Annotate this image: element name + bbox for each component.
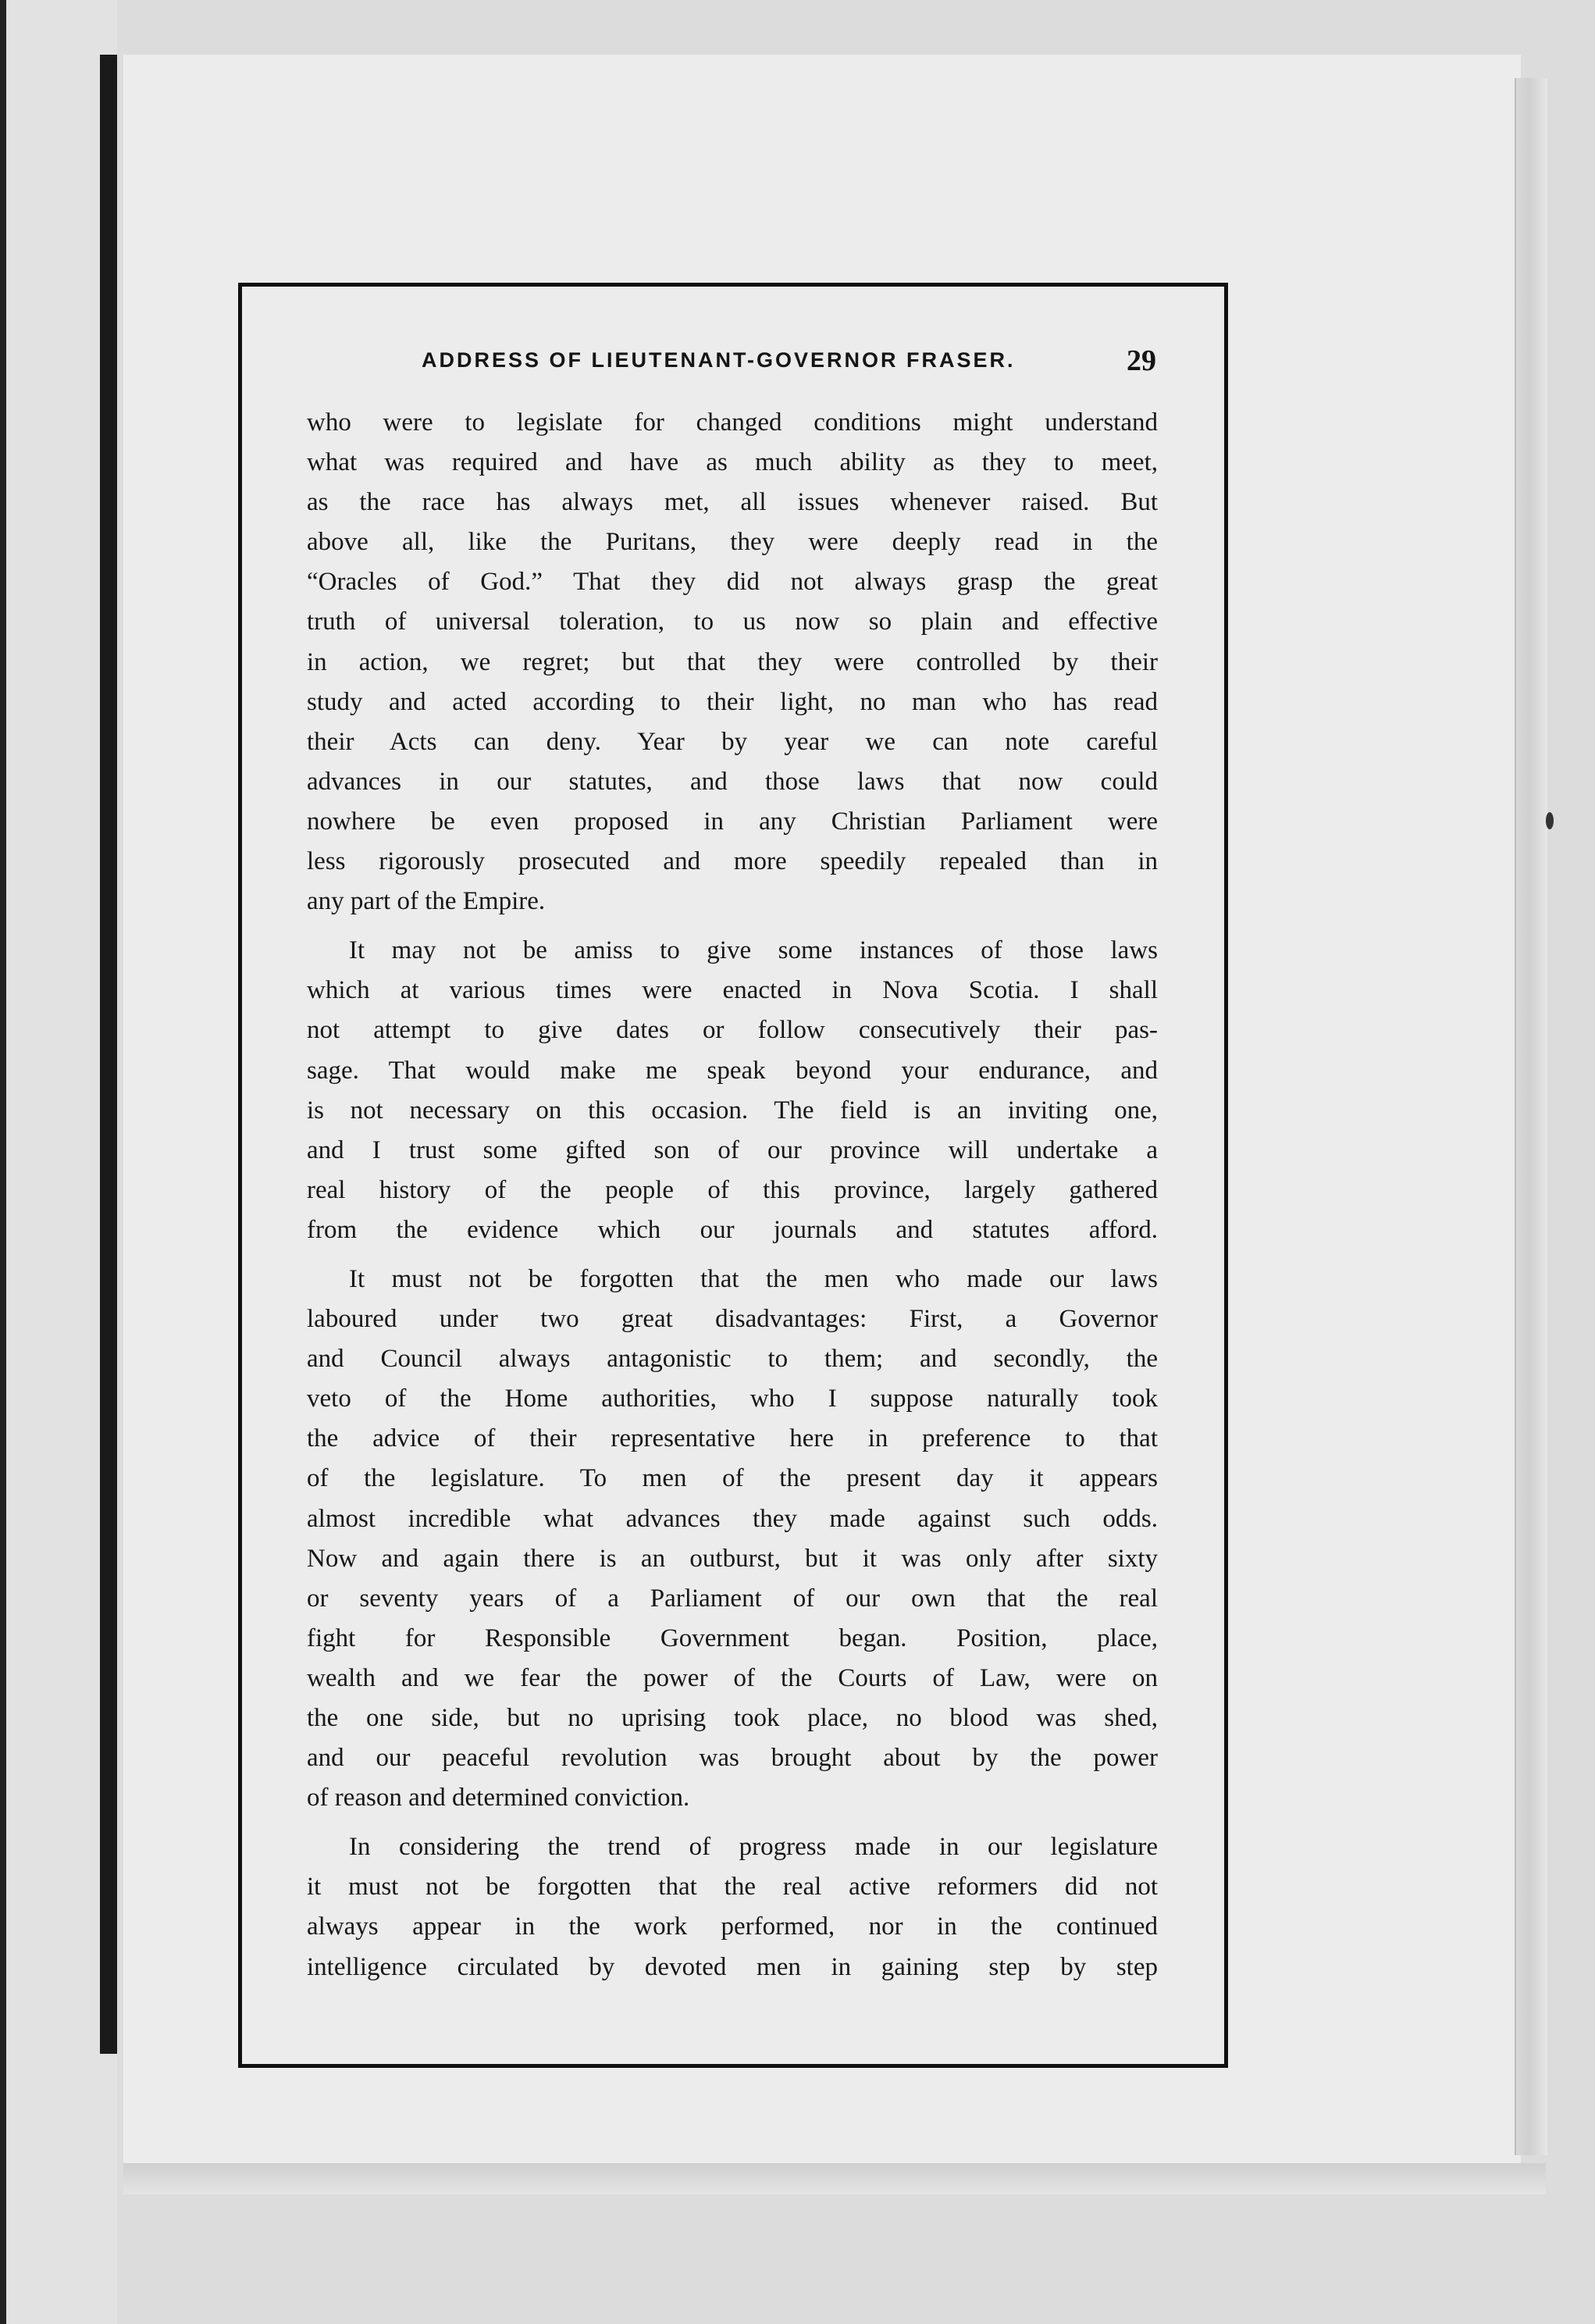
text-line: sage. That would make me speak beyond your endurance, and [307,1056,1158,1085]
text-line: not attempt to give dates or follow consecutively their pas- [307,1016,1158,1045]
text-line: and Council always antagonistic to them; and secondly, the [307,1345,1158,1374]
text-line: real history of the people of this province, largely gathered [307,1175,1158,1204]
page-right-edge [1515,78,1547,2155]
text-line: the one side, but no uprising took place, no blood was shed, [307,1704,1158,1732]
text-line: wealth and we fear the power of the Courts of Law, were on [307,1663,1158,1692]
text-line: almost incredible what advances they made against such odds. [307,1504,1158,1533]
text-line: of reason and determined conviction. [307,1784,690,1813]
text-line: or seventy years of a Parliament of our own that the real [307,1584,1158,1613]
paragraph-1 [307,403,1158,921]
text-line: veto of the Home authorities, who I suppose naturally took [307,1385,1158,1413]
text-line: is not necessary on this occasion. The field is an inviting one, [307,1096,1158,1125]
text-line: It must not be forgotten that the men who made our laws [349,1264,1158,1293]
text-line: nowhere be even proposed in any Christian Parliament were [307,807,1158,836]
text-line: “Oracles of God.” That they did not always grasp the great [307,568,1158,597]
scan-speck [1546,812,1554,829]
paragraph-2 [307,931,1158,1250]
text-line: which at various times were enacted in Nova Scotia. I shall [307,976,1158,1005]
text-line: in action, we regret; but that they were controlled by their [307,647,1158,676]
text-line: advances in our statutes, and those laws that now could [307,767,1158,796]
running-head: ADDRESS OF LIEUTENANT-GOVERNOR FRASER. [422,348,1016,372]
paragraph-3 [307,1260,1158,1818]
text-line: their Acts can deny. Year by year we can note careful [307,727,1158,756]
text-line: what was required and have as much ability as they to meet, [307,448,1158,477]
text-line: Now and again there is an outburst, but it was only after sixty [307,1544,1158,1573]
body-text [307,403,1158,1997]
text-line: laboured under two great disadvantages: First, a Governor [307,1305,1158,1334]
text-line: and our peaceful revolution was brought about by the power [307,1744,1158,1773]
page-number: 29 [1127,344,1156,377]
text-line: It may not be amiss to give some instances of those laws [349,936,1158,965]
text-line: intelligence circulated by devoted men in gaining step by step [307,1952,1158,1981]
previous-page-edge [100,55,117,2054]
text-line: as the race has always met, all issues whenever raised. But [307,488,1158,517]
text-line: truth of universal toleration, to us now so plain and effective [307,608,1158,636]
text-line: it must not be forgotten that the real active reformers did not [307,1873,1158,1902]
paragraph-4 [307,1827,1158,1987]
text-line: the advice of their representative here in preference to that [307,1424,1158,1453]
text-line: study and acted according to their light, no man who has read [307,687,1158,716]
text-line: above all, like the Puritans, they were deeply read in the [307,528,1158,557]
text-line: fight for Responsible Government began. Position, place, [307,1624,1158,1652]
text-line: always appear in the work performed, nor in the continued [307,1912,1158,1941]
text-line: less rigorously prosecuted and more speedily repealed than in [307,847,1158,876]
text-line: of the legislature. To men of the present day it appears [307,1464,1158,1493]
scan-left-edge [0,0,6,2324]
text-line: who were to legislate for changed conditions might understand [307,408,1158,437]
text-line: from the evidence which our journals and statutes afford. [307,1215,1158,1244]
text-line: and I trust some gifted son of our province will undertake a [307,1135,1158,1164]
text-line: any part of the Empire. [307,887,546,916]
text-line: In considering the trend of progress made in our legislature [349,1833,1158,1862]
page-bottom-shadow [123,2163,1546,2194]
